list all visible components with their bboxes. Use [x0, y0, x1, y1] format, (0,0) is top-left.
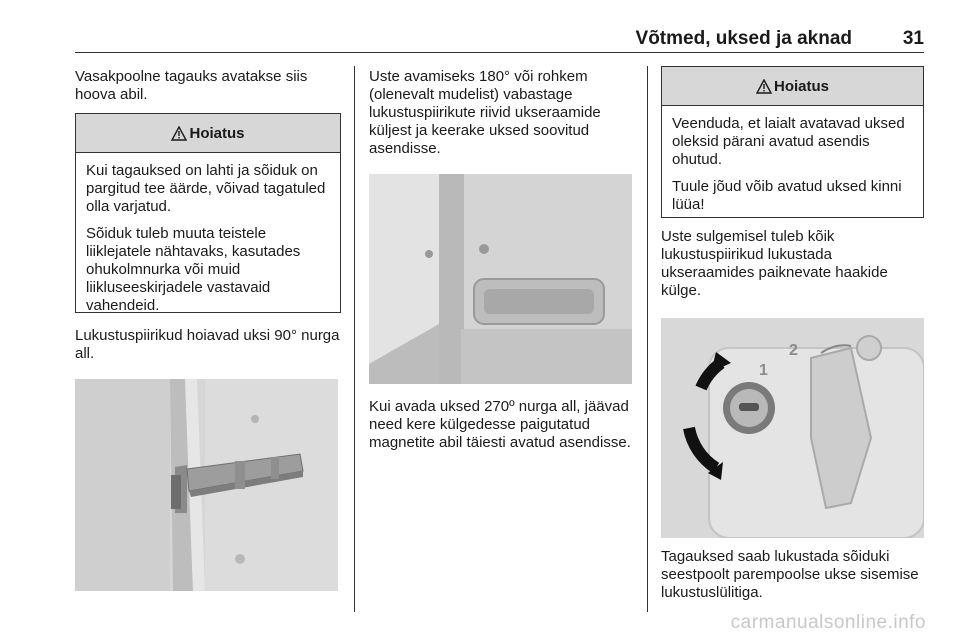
page-number: 31: [902, 28, 924, 49]
warning-text-3: Veenduda, et laialt avatavad uksed oleksid pärani avatud asendis ohutud.: [672, 115, 905, 168]
column-divider-1: [354, 66, 355, 612]
position-label-2: 2: [789, 342, 798, 359]
position-label-1: 1: [759, 362, 768, 379]
warning-triangle-icon: [756, 79, 772, 94]
watermark: carmanualsonline.info: [730, 612, 926, 633]
warning-box-2: [661, 66, 924, 218]
warning-header: [76, 114, 340, 153]
door-restraint-photo: [75, 379, 338, 591]
lock-paragraph: Tagauksed saab lukustada sõiduki seestpoolt parempoolse ukse sisemise lukustuslülitiga.: [661, 548, 919, 601]
restraint-paragraph: Lukustuspiirikud hoiavad uksi 90° nurga all.: [75, 327, 340, 362]
warning-triangle-icon: [171, 126, 187, 141]
warning-title-2: Hoiatus: [773, 77, 829, 95]
closing-paragraph: Uste sulgemisel tuleb kõik lukustuspiirikud lukustada ukseraamides paiknevate haakide külge.: [661, 228, 888, 299]
warning-text-1: Kui tagauksed on lahti ja sõiduk on pargitud tee äärde, võivad tagatuled olla varjatud.: [86, 162, 326, 215]
warning-text-2: Sõiduk tuleb muuta teistele liiklejatele nähtavaks, kasutades ohukolmnurka või muid liikluseeskirjadele vastavaid vahendeid.: [86, 225, 301, 314]
warning-box: [75, 113, 341, 313]
intro-paragraph: Vasakpoolne tagauks avatakse siis hoova abil.: [75, 68, 308, 103]
section-title: Võtmed, uksed ja aknad: [635, 28, 852, 49]
opening-paragraph: Uste avamiseks 180° või rohkem (olenevalt mudelist) vabastage lukustuspiirikute riivid ukseraamide küljest ja keerake uksed soovitud asendisse.: [369, 68, 601, 157]
lock-switch-photo: [661, 318, 924, 538]
warning-header-2: [662, 67, 923, 106]
warning-title: Hoiatus: [189, 124, 245, 142]
column-middle: [369, 66, 632, 452]
magnet-paragraph: Kui avada uksed 270º nurga all, jäävad need kere külgedesse paigutatud magnetite abil täiesti avatud asendisse.: [369, 398, 631, 451]
page-header: [75, 26, 924, 53]
column-divider-2: [647, 66, 648, 612]
column-right: [661, 66, 924, 602]
warning-body: [76, 153, 340, 322]
rear-door-photo: [369, 174, 632, 384]
warning-body-2: [662, 106, 923, 221]
warning-text-4: Tuule jõud võib avatud uksed kinni lüüa!: [672, 178, 902, 213]
column-left: [75, 66, 341, 591]
